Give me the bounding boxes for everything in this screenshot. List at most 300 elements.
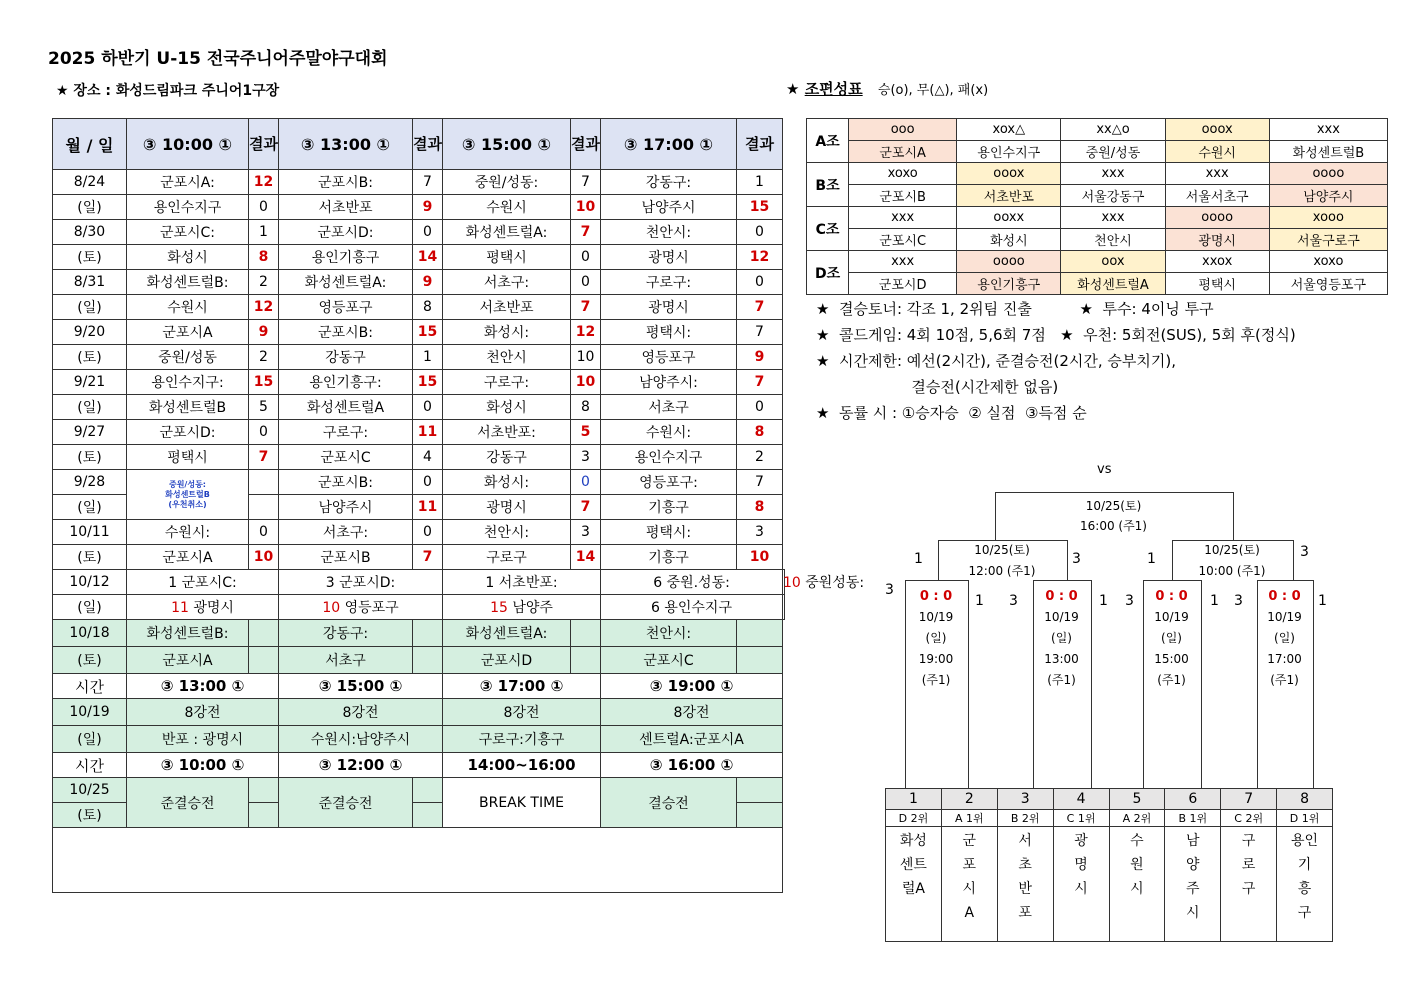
game-cell <box>279 570 443 595</box>
date-cell: 8/30 <box>53 220 127 245</box>
score-cell: 0 <box>571 470 601 495</box>
team-cell: 화성시: <box>443 470 571 495</box>
seed-rank: C 2위 <box>1221 810 1277 827</box>
seed-rank: C 1위 <box>1053 810 1109 827</box>
cancelled-text: 중원/성동: <box>168 479 207 489</box>
groups-table <box>806 118 1388 295</box>
cancelled-text: 화성센트럴B <box>165 489 210 499</box>
time-label: 시간 <box>53 753 127 778</box>
team-cell: 화성센트럴A: <box>443 220 571 245</box>
score: 3 <box>325 575 340 591</box>
weekday-cell: (토) <box>53 345 127 370</box>
team-record: ooxx <box>957 207 1061 229</box>
team-cell: 군포시C <box>279 445 413 470</box>
seed-team-text: 초 <box>1018 857 1032 873</box>
score-cell: 8 <box>249 245 279 270</box>
score-cell: 5 <box>249 395 279 420</box>
seed-team-text: 포 <box>962 857 977 873</box>
score-cell: 0 <box>737 220 783 245</box>
weekday-cell: (토) <box>53 445 127 470</box>
team-name: 수원시 <box>1165 141 1269 163</box>
date-cell: 9/21 <box>53 370 127 395</box>
seed-team-text: 시 <box>962 881 977 897</box>
seed-team-text: 럴A <box>901 881 925 897</box>
note-line: ★ 동률 시 : ①승자승 ② 실점 ③득점 순 <box>816 404 1087 422</box>
team-cell: 중원/성동: <box>443 170 571 195</box>
seed-team-text: 서 <box>1018 833 1032 849</box>
seed-rank: B 2위 <box>997 810 1053 827</box>
score: 6 <box>653 575 667 591</box>
team: 서초반포: <box>498 575 558 591</box>
team-cell: 군포시C: <box>127 220 249 245</box>
team-cell: 강동구 <box>443 445 571 470</box>
qf-team-score: 1 <box>1210 593 1219 609</box>
seed-team <box>1165 827 1221 942</box>
score-cell: 1 <box>413 345 443 370</box>
header-time: ③ 13:00 ① <box>279 119 413 170</box>
team-cell: 화성시: <box>443 320 571 345</box>
team-cell: 광명시 <box>443 495 571 520</box>
team-record: xxx <box>1061 163 1165 185</box>
team-cell: 화성센트럴A: <box>279 270 413 295</box>
quarterfinal-info <box>905 586 967 691</box>
team-cell: 평택시: <box>601 320 737 345</box>
team-record: xxx <box>849 251 957 273</box>
empty-cell <box>53 828 783 893</box>
header-time: ③ 17:00 ① <box>601 119 737 170</box>
time-slot: 14:00~16:00 <box>443 753 601 778</box>
score-cell: 12 <box>571 320 601 345</box>
seed-team <box>886 827 942 942</box>
score-cell: 10 <box>571 370 601 395</box>
score-cell <box>737 620 783 647</box>
score-cell: 15 <box>737 195 783 220</box>
team-cell: 용인수지구 <box>127 195 249 220</box>
score-cell: 5 <box>571 420 601 445</box>
qf-team-score: 3 <box>1234 593 1243 609</box>
seed-team-text: 화성 <box>899 833 927 849</box>
score-cell: 0 <box>249 195 279 220</box>
seed-number: 3 <box>997 789 1053 810</box>
team-cell: 천안시: <box>601 620 737 647</box>
time-slot: ③ 12:00 ① <box>279 753 443 778</box>
team-name: 서초반포 <box>957 185 1061 207</box>
team-record: xox△ <box>957 119 1061 141</box>
team-name: 군포시A <box>849 141 957 163</box>
team-name: 서울영등포구 <box>1269 273 1387 295</box>
score-cell: 12 <box>737 245 783 270</box>
game-cell: 준결승전 <box>279 778 413 828</box>
score-cell: 12 <box>249 170 279 195</box>
seed-team-text: 원 <box>1130 857 1144 873</box>
score-cell: 7 <box>737 295 783 320</box>
score-cell: 15 <box>249 370 279 395</box>
time-slot: ③ 16:00 ① <box>601 753 783 778</box>
semi-time: 12:00 (주1) <box>968 564 1036 578</box>
score-cell <box>413 778 443 803</box>
score-cell: 10 <box>571 195 601 220</box>
game-cell <box>127 595 279 620</box>
team-record: oooo <box>957 251 1061 273</box>
team-name: 남양주시 <box>1269 185 1387 207</box>
team-cell: 군포시D: <box>127 420 249 445</box>
score-cell: 10 <box>249 545 279 570</box>
round-cell: 8강전 <box>443 699 601 726</box>
team-cell: 군포시B: <box>279 320 413 345</box>
weekday-cell: (일) <box>53 595 127 620</box>
score-cell <box>249 778 279 803</box>
game-cell <box>443 570 601 595</box>
team-cell: 구로구: <box>601 270 737 295</box>
time-slot: ③ 15:00 ① <box>279 674 443 699</box>
semi-date: 10/25(토) <box>1204 543 1260 557</box>
qf-team-score: 1 <box>1318 593 1327 609</box>
seed-team-text: 광 <box>1074 833 1088 849</box>
team-name: 군포시D <box>849 273 957 295</box>
score: 11 <box>171 600 194 616</box>
team: 중원.성동: <box>666 575 730 591</box>
note-line: 결승전(시간제한 없음) <box>816 378 1059 396</box>
semi-time: 10:00 (주1) <box>1198 564 1266 578</box>
seed-team <box>1053 827 1109 942</box>
team-cell: 서초반포 <box>443 295 571 320</box>
game-cell <box>783 570 865 595</box>
date-cell: 10/18 <box>53 620 127 647</box>
qf-date: 10/19 <box>1154 610 1189 624</box>
game-cell: 결승전 <box>601 778 737 828</box>
team-name: 군포시C <box>849 229 957 251</box>
team-cell: 용인기흥구 <box>279 245 413 270</box>
weekday-cell: (토) <box>53 545 127 570</box>
seed-team-text: 용인 <box>1291 833 1319 849</box>
matchup-cell: 반포 : 광명시 <box>127 726 279 753</box>
team-record: oox <box>1061 251 1165 273</box>
header-date: 월 / 일 <box>53 119 127 170</box>
qf-team-score: 3 <box>1009 593 1018 609</box>
team-cell: 화성센트럴B: <box>127 270 249 295</box>
score-cell <box>249 470 279 495</box>
score-cell: 14 <box>413 245 443 270</box>
seed-team-text: 로 <box>1241 857 1256 873</box>
team-name: 광명시 <box>1165 229 1269 251</box>
group-name: C조 <box>807 207 849 251</box>
seed-number: 8 <box>1277 789 1333 810</box>
time-slot: ③ 17:00 ① <box>443 674 601 699</box>
seed-team-text: 주 <box>1186 881 1200 897</box>
team-cell: 화성센트럴B <box>127 395 249 420</box>
group-name: A조 <box>807 119 849 163</box>
score-cell <box>249 620 279 647</box>
score-cell: 3 <box>737 520 783 545</box>
semi-score: 1 <box>1147 551 1156 567</box>
seed-team-text: 흥 <box>1297 881 1312 897</box>
bracket-vs: vs <box>1097 462 1112 477</box>
qf-field: (주1) <box>921 673 951 687</box>
group-name: B조 <box>807 163 849 207</box>
score-cell: 3 <box>571 520 601 545</box>
team-cell: 군포시A <box>127 320 249 345</box>
matchup-cell: 수원시:남양주시 <box>279 726 443 753</box>
game-cell <box>443 595 601 620</box>
team-cell: 수원시: <box>127 520 249 545</box>
team-cell: 남양주시 <box>279 495 413 520</box>
team-record: xxx <box>1269 119 1387 141</box>
date-cell: 8/31 <box>53 270 127 295</box>
venue-text: ★ 장소 : 화성드림파크 주니어1구장 <box>56 83 280 99</box>
score-cell: 7 <box>571 295 601 320</box>
weekday-cell: (토) <box>53 647 127 674</box>
header-result: 결과 <box>249 119 279 170</box>
score-cell: 0 <box>737 270 783 295</box>
team-cell: 구로구 <box>443 545 571 570</box>
team-cell: 용인기흥구: <box>279 370 413 395</box>
seed-team <box>1277 827 1333 942</box>
score: 10 <box>322 600 345 616</box>
score-cell: 0 <box>413 220 443 245</box>
seed-table <box>885 788 1333 942</box>
team-name: 서울구로구 <box>1269 229 1387 251</box>
qf-time: 17:00 <box>1267 652 1302 666</box>
page-title: 2025 하반기 U-15 전국주니어주말야구대회 <box>48 49 388 69</box>
team-record: xoxo <box>1269 251 1387 273</box>
seed-team-text: 명 <box>1074 857 1088 873</box>
team-cell: 군포시A <box>127 647 249 674</box>
score-cell: 7 <box>413 545 443 570</box>
score-cell <box>737 647 783 674</box>
team-cell: 강동구 <box>279 345 413 370</box>
round-cell: 8강전 <box>127 699 279 726</box>
seed-number: 6 <box>1165 789 1221 810</box>
seed-team-text: 구 <box>1297 905 1312 921</box>
team-cell: 평택시 <box>127 445 249 470</box>
score: 10 <box>783 575 806 591</box>
seed-number: 5 <box>1109 789 1165 810</box>
date-cell: 10/19 <box>53 699 127 726</box>
team-name: 화성센트럴B <box>1269 141 1387 163</box>
score: 1 <box>168 575 182 591</box>
seed-team-text: 수 <box>1130 833 1144 849</box>
team: 군포시D: <box>339 575 396 591</box>
team: 남양주 <box>512 600 553 616</box>
team-name: 중원/성동 <box>1061 141 1165 163</box>
qf-score: 0 : 0 <box>1268 589 1301 604</box>
qf-team-score: 1 <box>975 593 984 609</box>
score-cell: 2 <box>249 270 279 295</box>
seed-team-text: 포 <box>1018 905 1032 921</box>
team-name: 용인기흥구 <box>957 273 1061 295</box>
score-cell: 10 <box>737 545 783 570</box>
score-cell: 8 <box>413 295 443 320</box>
weekday-cell: (토) <box>53 245 127 270</box>
team-cell: 광명시 <box>601 245 737 270</box>
team-cell: 수원시 <box>443 195 571 220</box>
date-cell: 9/28 <box>53 470 127 495</box>
date-cell: 10/12 <box>53 570 127 595</box>
team-cell: 서초구 <box>279 647 413 674</box>
seed-team-text: 구 <box>1241 881 1256 897</box>
score-cell <box>571 620 601 647</box>
seed-rank: A 2위 <box>1109 810 1165 827</box>
team-cell: 천안시: <box>601 220 737 245</box>
team-record: ooox <box>1165 119 1269 141</box>
score-cell: 1 <box>737 170 783 195</box>
qf-dow: (일) <box>1274 631 1295 645</box>
quarterfinal-info <box>1143 586 1200 691</box>
score-cell <box>249 647 279 674</box>
time-slot: ③ 13:00 ① <box>127 674 279 699</box>
team-cell: 영등포구: <box>601 470 737 495</box>
qf-date: 10/19 <box>1044 610 1079 624</box>
qf-team-score: 3 <box>885 582 894 598</box>
time-slot: ③ 19:00 ① <box>601 674 783 699</box>
team-cell: 중원/성동 <box>127 345 249 370</box>
team: 중원성동: <box>805 575 865 591</box>
team-name: 천안시 <box>1061 229 1165 251</box>
group-name: D조 <box>807 251 849 295</box>
score-cell: 9 <box>737 345 783 370</box>
score-cell: 7 <box>413 170 443 195</box>
team-cell: 군포시A <box>127 545 249 570</box>
qf-team-score: 1 <box>1099 593 1108 609</box>
score-cell: 1 <box>249 220 279 245</box>
seed-team-text: 양 <box>1186 857 1200 873</box>
game-cell <box>601 595 783 620</box>
team-cell: 화성시 <box>443 395 571 420</box>
seed-team-text: 시 <box>1186 905 1200 921</box>
team-cell: 남양주시: <box>601 370 737 395</box>
quarterfinal-info <box>1257 586 1312 691</box>
semi-score: 1 <box>914 551 923 567</box>
score-cell: 0 <box>413 470 443 495</box>
groups-header <box>786 78 988 99</box>
qf-date: 10/19 <box>1267 610 1302 624</box>
header-result: 결과 <box>737 119 783 170</box>
round-cell: 8강전 <box>601 699 783 726</box>
seed-rank: D 1위 <box>1277 810 1333 827</box>
team-cell: 화성시 <box>127 245 249 270</box>
score-cell: 15 <box>413 320 443 345</box>
team-record: ooo <box>849 119 957 141</box>
header-time: ③ 10:00 ① <box>127 119 249 170</box>
score: 15 <box>490 600 513 616</box>
team-record: xxox <box>1165 251 1269 273</box>
team-name: 용인수지구 <box>957 141 1061 163</box>
team-cell: 평택시 <box>443 245 571 270</box>
score-cell: 7 <box>737 470 783 495</box>
seed-number: 4 <box>1053 789 1109 810</box>
team-name: 화성시 <box>957 229 1061 251</box>
date-cell: 9/27 <box>53 420 127 445</box>
qf-dow: (일) <box>1051 631 1072 645</box>
seed-team <box>941 827 997 942</box>
score-cell: 7 <box>737 320 783 345</box>
seed-team <box>997 827 1053 942</box>
team-record: xxx <box>1061 207 1165 229</box>
team-cell: 서초구: <box>279 520 413 545</box>
qf-dow: (일) <box>925 631 947 645</box>
final-date: 10/25(토) <box>1085 499 1142 513</box>
header-time: ③ 15:00 ① <box>443 119 571 170</box>
score-cell <box>413 803 443 828</box>
score-cell: 8 <box>571 395 601 420</box>
seed-rank: A 1위 <box>941 810 997 827</box>
time-label: 시간 <box>53 674 127 699</box>
team-record: oooo <box>1165 207 1269 229</box>
score-cell: 4 <box>413 445 443 470</box>
team-cell: 천안시 <box>443 345 571 370</box>
quarterfinal-info <box>1033 586 1090 691</box>
score-cell <box>413 620 443 647</box>
team-cell: 용인수지구 <box>601 445 737 470</box>
matchup-cell: 센트럴A:군포시A <box>601 726 783 753</box>
team-cell: 화성센트럴A: <box>443 620 571 647</box>
weekday-cell: (일) <box>53 726 127 753</box>
qf-time: 13:00 <box>1044 652 1079 666</box>
weekday-cell: (일) <box>53 195 127 220</box>
team-cell: 남양주시 <box>601 195 737 220</box>
qf-score: 0 : 0 <box>1045 589 1078 604</box>
team-cell: 군포시B: <box>279 170 413 195</box>
team-cell: 군포시A: <box>127 170 249 195</box>
seed-team-text: A <box>964 905 975 921</box>
score-cell: 0 <box>413 395 443 420</box>
note-line: ★ 시간제한: 예선(2시간), 준결승전(2시간, 승부치기), <box>816 352 1176 370</box>
team: 군포시C: <box>181 575 237 591</box>
qf-time: 15:00 <box>1154 652 1189 666</box>
semi-date: 10/25(토) <box>974 543 1030 557</box>
team-record: xooo <box>1269 207 1387 229</box>
team-cell: 화성센트럴B: <box>127 620 249 647</box>
qf-date: 10/19 <box>918 610 954 624</box>
rules-notes <box>816 296 1296 426</box>
seed-team-text: 남 <box>1186 833 1200 849</box>
team-cell: 군포시C <box>601 647 737 674</box>
score-cell <box>737 803 783 828</box>
team-cell: 군포시B <box>279 545 413 570</box>
score-cell <box>249 803 279 828</box>
seed-number: 1 <box>886 789 942 810</box>
team-cell: 기흥구 <box>601 495 737 520</box>
team-cell: 광명시 <box>601 295 737 320</box>
team-cell: 평택시: <box>601 520 737 545</box>
team-record: xoxo <box>849 163 957 185</box>
date-cell: 9/20 <box>53 320 127 345</box>
score-cell: 0 <box>571 245 601 270</box>
score-cell <box>413 647 443 674</box>
team-cell: 구로구: <box>443 370 571 395</box>
game-cell: 준결승전 <box>127 778 249 828</box>
team: 영등포구 <box>344 600 399 616</box>
score-cell <box>249 495 279 520</box>
team-cell: 강동구: <box>601 170 737 195</box>
score-cell: 7 <box>571 170 601 195</box>
round-cell: 8강전 <box>279 699 443 726</box>
groups-legend: 승(o), 무(△), 패(x) <box>877 83 989 98</box>
seed-number: 7 <box>1221 789 1277 810</box>
team-record: ooox <box>957 163 1061 185</box>
score-cell: 7 <box>571 495 601 520</box>
game-cell <box>127 570 279 595</box>
score-cell: 15 <box>413 370 443 395</box>
qf-score: 0 : 0 <box>1155 589 1188 604</box>
header-result: 결과 <box>571 119 601 170</box>
team-record: xxx <box>1165 163 1269 185</box>
score-cell: 11 <box>413 495 443 520</box>
team-cell: 용인수지구: <box>127 370 249 395</box>
team-cell: 강동구: <box>279 620 413 647</box>
score: 1 <box>485 575 499 591</box>
score: 6 <box>651 600 665 616</box>
